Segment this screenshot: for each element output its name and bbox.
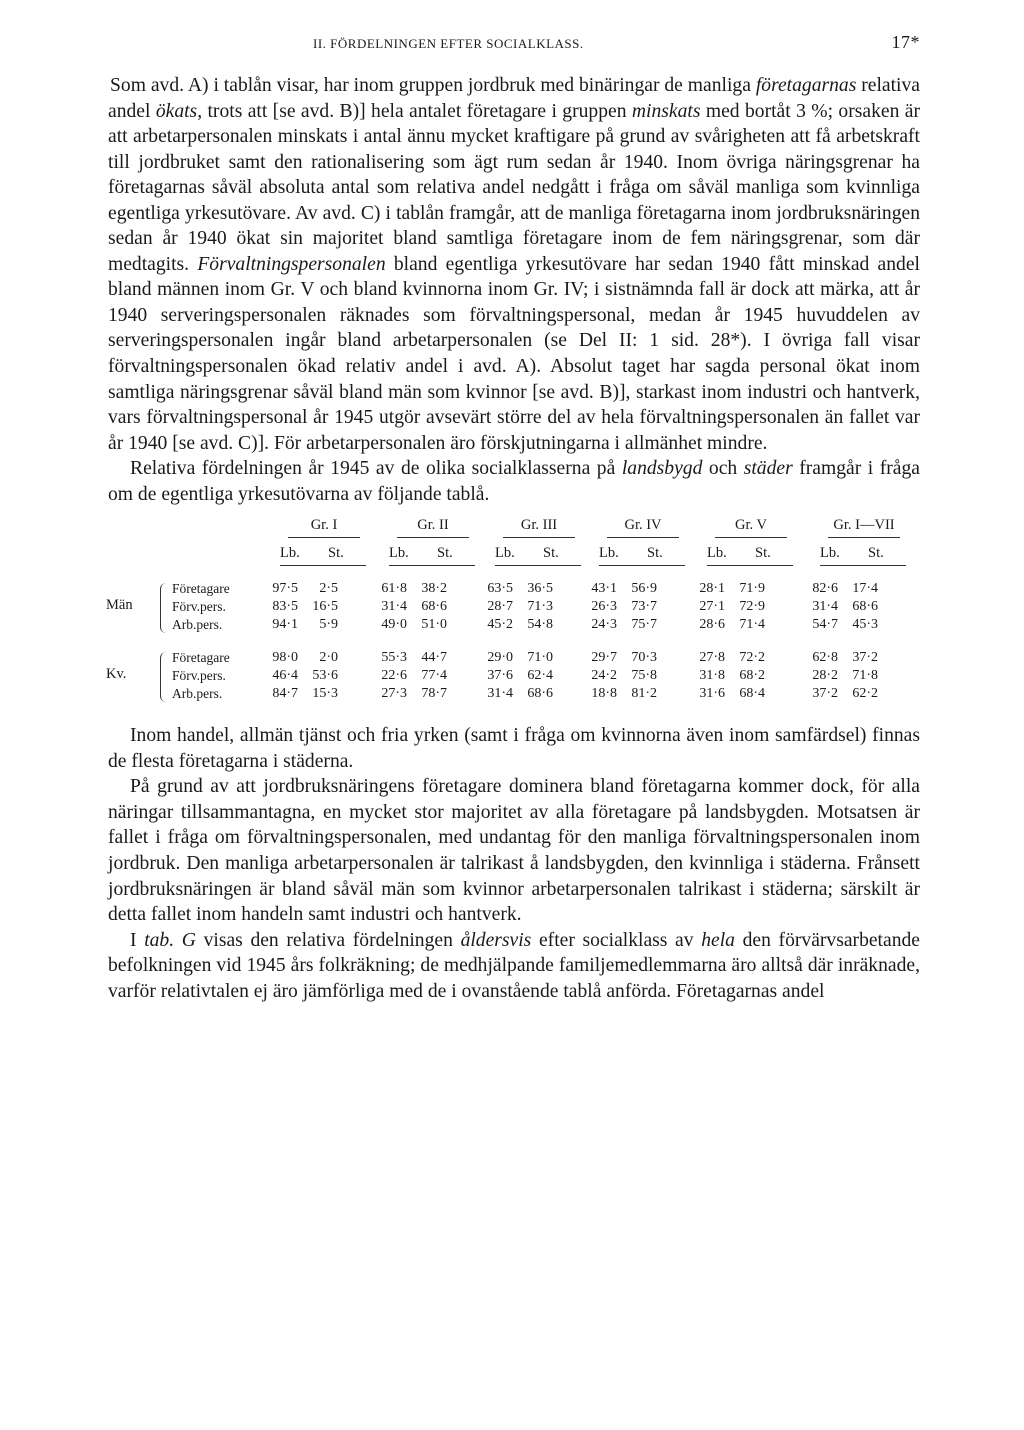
subhead-st: St.	[437, 545, 453, 562]
subhead-st: St.	[868, 545, 884, 562]
section-label: Kv.	[106, 666, 127, 683]
table-cell: 43·1	[591, 581, 617, 597]
table-cell: 72·9	[739, 599, 765, 615]
page	[108, 30, 920, 1004]
group-brace	[715, 537, 787, 544]
paragraph-1	[108, 73, 920, 456]
table-cell: 27·3	[381, 686, 407, 702]
subhead-lb: Lb.	[599, 545, 619, 562]
table-cell: 68·2	[739, 668, 765, 684]
table-cell: 72·2	[739, 650, 765, 666]
paragraph-5	[108, 928, 920, 1005]
distribution-table	[106, 517, 920, 702]
italic-term: tab. G	[144, 929, 196, 951]
section-brace	[160, 652, 167, 702]
section-label: Män	[106, 597, 133, 614]
table-cell: 28·6	[699, 617, 725, 633]
table-cell: 24·2	[591, 668, 617, 684]
group-header: Gr. V	[735, 517, 767, 534]
italic-term: hela	[701, 929, 735, 951]
group-brace	[828, 537, 900, 544]
table-cell: 54·8	[527, 617, 553, 633]
running-head	[108, 30, 920, 60]
table-cell: 31·6	[699, 686, 725, 702]
group-header: Gr. II	[417, 517, 449, 534]
table-cell: 5·9	[319, 617, 338, 633]
table-cell: 38·2	[421, 581, 447, 597]
text-run: efter socialklass av	[531, 929, 702, 951]
table-cell: 31·8	[699, 668, 725, 684]
row-label: Arb.pers.	[172, 686, 223, 702]
table-cell: 2·0	[319, 650, 338, 666]
subhead-st: St.	[543, 545, 559, 562]
text-run: visas den relativa fördelningen	[195, 929, 461, 951]
table-cell: 68·4	[739, 686, 765, 702]
table-cell: 29·7	[591, 650, 617, 666]
subhead-rule	[389, 565, 475, 566]
table-cell: 28·1	[699, 581, 725, 597]
section-brace	[160, 583, 167, 633]
table-cell: 98·0	[272, 650, 298, 666]
group-header: Gr. I—VII	[833, 517, 895, 534]
italic-term: Förvaltningspersonalen	[197, 253, 386, 275]
table-cell: 75·8	[631, 668, 657, 684]
italic-term: städer	[743, 458, 793, 480]
text-run: Relativa fördelningen år 1945 av de olika socialklasserna på	[130, 458, 622, 480]
table-cell: 26·3	[591, 599, 617, 615]
table-cell: 31·4	[381, 599, 407, 615]
subhead-rule	[495, 565, 581, 566]
table-cell: 71·4	[739, 617, 765, 633]
table-cell: 45·3	[852, 617, 878, 633]
row-label: Företagare	[172, 581, 230, 597]
paragraph-3: Inom handel, allmän tjänst och fria yrken (samt i fråga om kvinnorna även inom samfärdsel) finnas de flesta företagarna i städerna.	[108, 725, 920, 772]
table-cell: 84·7	[272, 686, 298, 702]
table-cell: 81·2	[631, 686, 657, 702]
subhead-st: St.	[647, 545, 663, 562]
table-cell: 75·7	[631, 617, 657, 633]
table-cell: 45·2	[487, 617, 513, 633]
table-cell: 37·2	[852, 650, 878, 666]
table-cell: 77·4	[421, 668, 447, 684]
table-cell: 54·7	[812, 617, 838, 633]
table-cell: 71·9	[739, 581, 765, 597]
page-number: 17*	[891, 32, 920, 52]
text-run: I	[130, 929, 145, 951]
table-cell: 56·9	[631, 581, 657, 597]
table-cell: 68·6	[852, 599, 878, 615]
table-cell: 83·5	[272, 599, 298, 615]
table-cell: 37·6	[487, 668, 513, 684]
text-run: den förvärvsarbetande befolkningen vid 1945 års folkräkning; de medhjälpande familjemedlemmarna äro alltså där inräknade, varför relativtalen ej äro jämförliga med de i ovanstående tablå anförda. Företagarnas andel	[108, 929, 920, 1002]
table-cell: 18·8	[591, 686, 617, 702]
table-cell: 28·2	[812, 668, 838, 684]
italic-term: minskats	[631, 100, 701, 122]
table-cell: 78·7	[421, 686, 447, 702]
table-cell: 28·7	[487, 599, 513, 615]
subhead-rule	[820, 565, 906, 566]
table-cell: 71·0	[527, 650, 553, 666]
subhead-st: St.	[328, 545, 344, 562]
table-cell: 49·0	[381, 617, 407, 633]
table-cell: 62·4	[527, 668, 553, 684]
row-label: Arb.pers.	[172, 617, 223, 633]
running-title: II. FÖRDELNINGEN EFTER SOCIALKLASS.	[313, 36, 584, 51]
table-cell: 24·3	[591, 617, 617, 633]
table-cell: 73·7	[631, 599, 657, 615]
table-cell: 15·3	[312, 686, 338, 702]
table-cell: 68·6	[421, 599, 447, 615]
table-cell: 37·2	[812, 686, 838, 702]
italic-term: åldersvis	[460, 929, 532, 951]
table-cell: 22·6	[381, 668, 407, 684]
table-cell: 27·8	[699, 650, 725, 666]
subhead-st: St.	[755, 545, 771, 562]
italic-term: företagarnas	[755, 75, 857, 96]
paragraph-4: På grund av att jordbruksnäringens företagare dominera bland företagarna kommer dock, för alla näringar tillsammantagna, en mycket stor majoritet av alla företagare på landsbygden. Motsatsen är fallet i fråga om förvaltningspersonalen, med undantag för den manliga förvaltningspersonalen inom jordbruk. Den manliga arbetarpersonalen är talrikast å landsbygden, den kvinnliga i städerna. Frånsett jordbruksnäringen är bland såväl män som kvinnor arbetarpersonalen talrikast i städerna; särskilt är detta fallet inom handeln samt industri och hantverk.	[108, 776, 920, 926]
table-cell: 62·8	[812, 650, 838, 666]
subhead-lb: Lb.	[495, 545, 515, 562]
group-header: Gr. III	[520, 517, 558, 534]
table-cell: 53·6	[312, 668, 338, 684]
table-cell: 71·3	[527, 599, 553, 615]
table-cell: 17·4	[852, 581, 878, 597]
group-header: Gr. I	[310, 517, 338, 534]
row-label: Förv.pers.	[172, 599, 226, 615]
subhead-lb: Lb.	[707, 545, 727, 562]
table-cell: 70·3	[631, 650, 657, 666]
table-cell: 82·6	[812, 581, 838, 597]
table-cell: 63·5	[487, 581, 513, 597]
table-cell: 27·1	[699, 599, 725, 615]
table-cell: 31·4	[487, 686, 513, 702]
text-run: framgår i fråga om de egentliga yrkesutövarna av följande tablå.	[108, 458, 920, 505]
subhead-rule	[707, 565, 793, 566]
italic-term: landsbygd	[621, 458, 703, 480]
italic-term: ökats	[155, 100, 198, 122]
table-cell: 2·5	[319, 581, 338, 597]
text-run: med bortåt 3 %; orsaken är att arbetarpersonalen minskats i antal ännu mycket kraftigare på grund av svårigheten att få arbetskraft till jordbruket samt den rationalisering som ägt rum sedan år 1940. Inom övriga näringsgrenar ha företagarnas såväl absoluta antal som relativa andel nedgått i fråga om såväl manliga som kvinnliga egentliga yrkesutövare. Av avd. C) i tablån framgår, att de manliga företagarna inom jordbruksnäringen sedan år 1940 ökat sin majoritet bland samtliga företagare inom de fem näringsgrenar, som där medtagits.	[108, 100, 920, 275]
group-brace	[503, 537, 575, 544]
subhead-rule	[599, 565, 685, 566]
table-cell: 36·5	[527, 581, 553, 597]
table-cell: 61·8	[381, 581, 407, 597]
paragraph-2	[108, 456, 920, 507]
table-cell: 31·4	[812, 599, 838, 615]
table-cell: 97·5	[272, 581, 298, 597]
text-run: , trots att [se avd. B)] hela antalet företagare i gruppen	[197, 100, 632, 122]
text-run: bland egentliga yrkesutövare har sedan 1940 fått minskad andel bland männen inom Gr. V och bland kvinnorna inom Gr. IV; i sistnämnda fall är dock att märka, att år 1940 serveringspersonalen räknades som förvaltningspersonal, medan år 1945 huvuddelen av serveringspersonalen ingår bland arbetarpersonalen (se Del II: 1 sid. 28*). I övriga fall visar förvaltningspersonalen ökad relativ andel i avd. A). Absolut taget har sagda personal ökat inom samtliga näringsgrenar såväl bland män som kvinnor [se avd. B)], starkast inom industri och hantverk, vars förvaltningspersonal år 1945 utgör avsevärt större del av hela förvaltningspersonalen än fallet var år 1940 [se avd. C)]. För arbetarpersonalen äro förskjutningarna i allmänhet mindre.	[108, 253, 920, 454]
row-label: Förv.pers.	[172, 668, 226, 684]
table-cell: 68·6	[527, 686, 553, 702]
subhead-rule	[280, 565, 366, 566]
row-label: Företagare	[172, 650, 230, 666]
table-cell: 62·2	[852, 686, 878, 702]
table-cell: 94·1	[272, 617, 298, 633]
group-brace	[607, 537, 679, 544]
table-cell: 16·5	[312, 599, 338, 615]
subhead-lb: Lb.	[820, 545, 840, 562]
group-header: Gr. IV	[624, 517, 662, 534]
table-cell: 46·4	[272, 668, 298, 684]
text-run: och	[702, 458, 744, 480]
group-brace	[288, 537, 360, 544]
table-cell: 55·3	[381, 650, 407, 666]
table-cell: 44·7	[421, 650, 447, 666]
table-cell: 29·0	[487, 650, 513, 666]
text-run: Som avd. A) i tablån visar, har inom gruppen jordbruk med binäringar de manliga	[110, 75, 756, 96]
subhead-lb: Lb.	[280, 545, 300, 562]
table-cell: 51·0	[421, 617, 447, 633]
text-run: relativa andel	[108, 75, 920, 122]
table-cell: 71·8	[852, 668, 878, 684]
subhead-lb: Lb.	[389, 545, 409, 562]
group-brace	[397, 537, 469, 544]
